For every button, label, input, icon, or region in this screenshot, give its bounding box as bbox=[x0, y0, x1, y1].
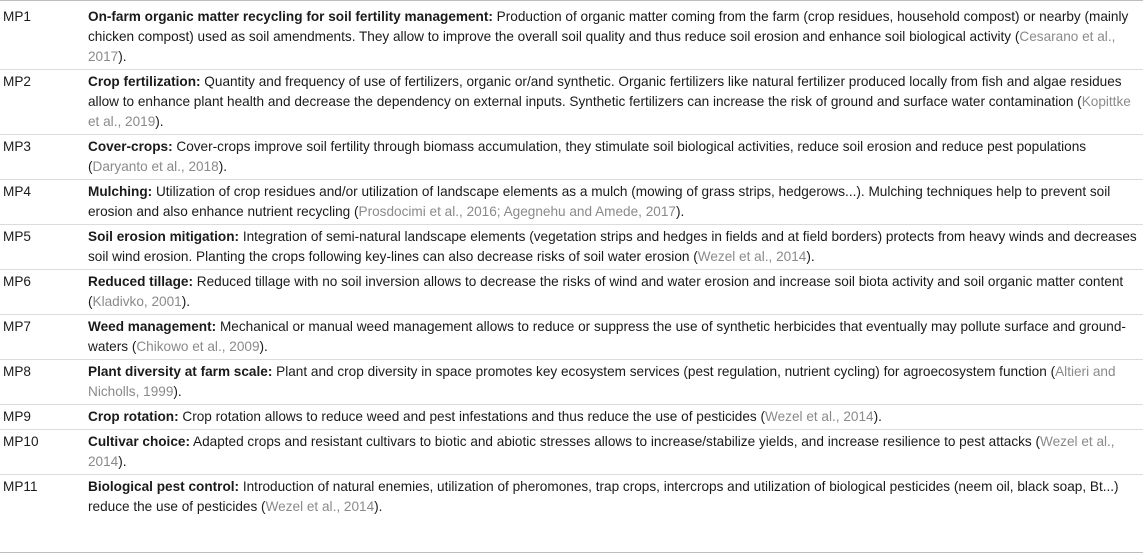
practice-text: Reduced tillage with no soil inversion allows to decrease the risks of wind and water erosion and increase soil biota activity and soil organic matter content ( bbox=[88, 274, 1124, 309]
practice-title: Crop rotation: bbox=[88, 409, 179, 424]
practice-description bbox=[88, 315, 1143, 360]
citation-link[interactable]: Wezel et al., 2014 bbox=[765, 409, 874, 424]
practice-title: Biological pest control: bbox=[88, 479, 240, 494]
practice-text-tail: ). bbox=[118, 454, 127, 469]
table-row-mp4 bbox=[0, 180, 1143, 225]
practice-description bbox=[88, 270, 1143, 315]
citation-link[interactable]: Kladivko, 2001 bbox=[92, 294, 182, 309]
practice-title: Cover-crops: bbox=[88, 139, 173, 154]
practice-code: MP5 bbox=[0, 225, 88, 270]
practice-code: MP11 bbox=[3, 479, 38, 494]
practice-text: Adapted crops and resistant cultivars to biotic and abiotic stresses allows to increase/stabilize yields, and increase resilience to pest attacks ( bbox=[189, 434, 1041, 449]
practice-code: MP1 bbox=[0, 5, 88, 70]
table-row-mp7 bbox=[0, 315, 1143, 360]
table-row-mp5 bbox=[0, 225, 1143, 270]
practice-text-tail: ). bbox=[118, 49, 127, 64]
practice-text: Plant and crop diversity in space promotes key ecosystem services (pest regulation, nutrient cycling) for agroecosystem function ( bbox=[272, 364, 1056, 379]
practice-text-tail: ). bbox=[675, 204, 685, 219]
table-row-mp8 bbox=[0, 360, 1143, 405]
practice-text-tail: ). bbox=[218, 159, 228, 174]
table-row-mp11 bbox=[0, 475, 1143, 520]
practice-text: Mechanical or manual weed management allows to reduce or suppress the use of synthetic herbicides that eventually may pollute surface and ground-waters ( bbox=[88, 319, 1126, 354]
practice-text: Introduction of natural enemies, utilization of pheromones, trap crops, intercrops and utilization of biological pesticides (neem oil, black soap, Bt...) reduce the use of pesticides ( bbox=[88, 479, 1119, 514]
citation-link[interactable]: Cesarano et al., 2017 bbox=[88, 29, 1116, 64]
management-practices-table bbox=[0, 5, 1143, 519]
citation-link[interactable]: Wezel et al., 2014 bbox=[697, 249, 807, 264]
citation-link[interactable]: Altieri and Nicholls, 1999 bbox=[88, 364, 1116, 399]
practice-description bbox=[88, 225, 1143, 270]
practice-text: Quantity and frequency of use of fertilizers, organic or/and synthetic. Organic fertilizers like natural fertilizer produced locally from fish and algae residues allow to enhance plant health and decrease the dependency on external inputs. Synthetic fertilizers can increase the risk of ground and surface water contamination ( bbox=[88, 74, 1122, 109]
citation-link[interactable]: Kopittke et al., 2019 bbox=[88, 94, 1131, 129]
practice-text-tail: ). bbox=[259, 339, 268, 354]
practice-text: Production of organic matter coming from the farm (crop residues, household compost) or nearby (mainly chicken compost) used as soil amendments. They allow to improve the overall soil quality and thus reduce soil erosion and enhance soil biological activity ( bbox=[88, 9, 1129, 44]
practice-title: Weed management: bbox=[88, 319, 217, 334]
practice-description bbox=[88, 70, 1143, 135]
practice-text: Crop rotation allows to reduce weed and pest infestations and thus reduce the use of pesticides ( bbox=[178, 409, 766, 424]
practice-text-tail: ). bbox=[374, 499, 383, 514]
practice-text: Integration of semi-natural landscape elements (vegetation strips and hedges in fields and at field borders) protects from heavy winds and decreases soil wind erosion. Planting the crops following key-lines can also decrease risks of soil water erosion ( bbox=[88, 229, 1137, 264]
citation-link[interactable]: Wezel et al., 2014 bbox=[88, 434, 1115, 469]
practice-text-tail: ). bbox=[181, 294, 191, 309]
table-top-rule bbox=[0, 0, 1143, 1]
practice-title: Soil erosion mitigation: bbox=[88, 229, 240, 244]
practice-title: On-farm organic matter recycling for soil fertility management: bbox=[88, 9, 493, 24]
practice-text-tail: ). bbox=[173, 384, 182, 399]
practice-title: Mulching: bbox=[88, 184, 153, 199]
citation-link[interactable]: Chikowo et al., 2009 bbox=[136, 339, 260, 354]
practice-title: Plant diversity at farm scale: bbox=[88, 364, 273, 379]
table-row-mp9 bbox=[0, 405, 1143, 430]
citation-link[interactable]: Prosdocimi et al., 2016; Agegnehu and Amede, 2017 bbox=[358, 204, 676, 219]
table-row-mp2 bbox=[0, 70, 1143, 135]
practice-description bbox=[88, 430, 1143, 475]
practice-description bbox=[88, 360, 1143, 405]
table-row-mp3 bbox=[0, 135, 1143, 180]
practice-description bbox=[88, 135, 1143, 180]
practice-text-tail: ). bbox=[806, 249, 815, 264]
practice-title: Crop fertilization: bbox=[88, 74, 201, 89]
practice-code: MP4 bbox=[0, 180, 88, 225]
table-row-mp6 bbox=[0, 270, 1143, 315]
practice-description bbox=[88, 180, 1143, 225]
practice-title: Reduced tillage: bbox=[88, 274, 193, 289]
table-row-mp10 bbox=[0, 430, 1143, 475]
practice-text: Utilization of crop residues and/or utilization of landscape elements as a mulch (mowing of grass strips, hedgerows...). Mulching techniques help to prevent soil erosion and also enhance nutrient recycling ( bbox=[88, 184, 1111, 219]
practice-title: Cultivar choice: bbox=[88, 434, 190, 449]
table-row-mp1 bbox=[0, 5, 1143, 70]
practice-description bbox=[88, 475, 1143, 520]
table-bottom-rule bbox=[0, 552, 1143, 553]
citation-link[interactable]: Wezel et al., 2014 bbox=[265, 499, 375, 514]
practice-code: MP9 bbox=[0, 405, 88, 430]
practice-text: Cover-crops improve soil fertility through biomass accumulation, they stimulate soil biological activities, reduce soil erosion and reduce pest populations ( bbox=[88, 139, 1087, 174]
practice-code: MP2 bbox=[0, 70, 88, 135]
citation-link[interactable]: Daryanto et al., 2018 bbox=[92, 159, 219, 174]
practice-text-tail: ). bbox=[155, 114, 164, 129]
practice-code: MP6 bbox=[0, 270, 88, 315]
practice-description bbox=[88, 5, 1143, 70]
practice-text-tail: ). bbox=[873, 409, 882, 424]
practice-code: MP3 bbox=[0, 135, 88, 180]
practice-code: MP10 bbox=[0, 430, 88, 475]
practice-code: MP8 bbox=[0, 360, 88, 405]
practice-code: MP7 bbox=[0, 315, 88, 360]
practice-description bbox=[88, 405, 1143, 430]
